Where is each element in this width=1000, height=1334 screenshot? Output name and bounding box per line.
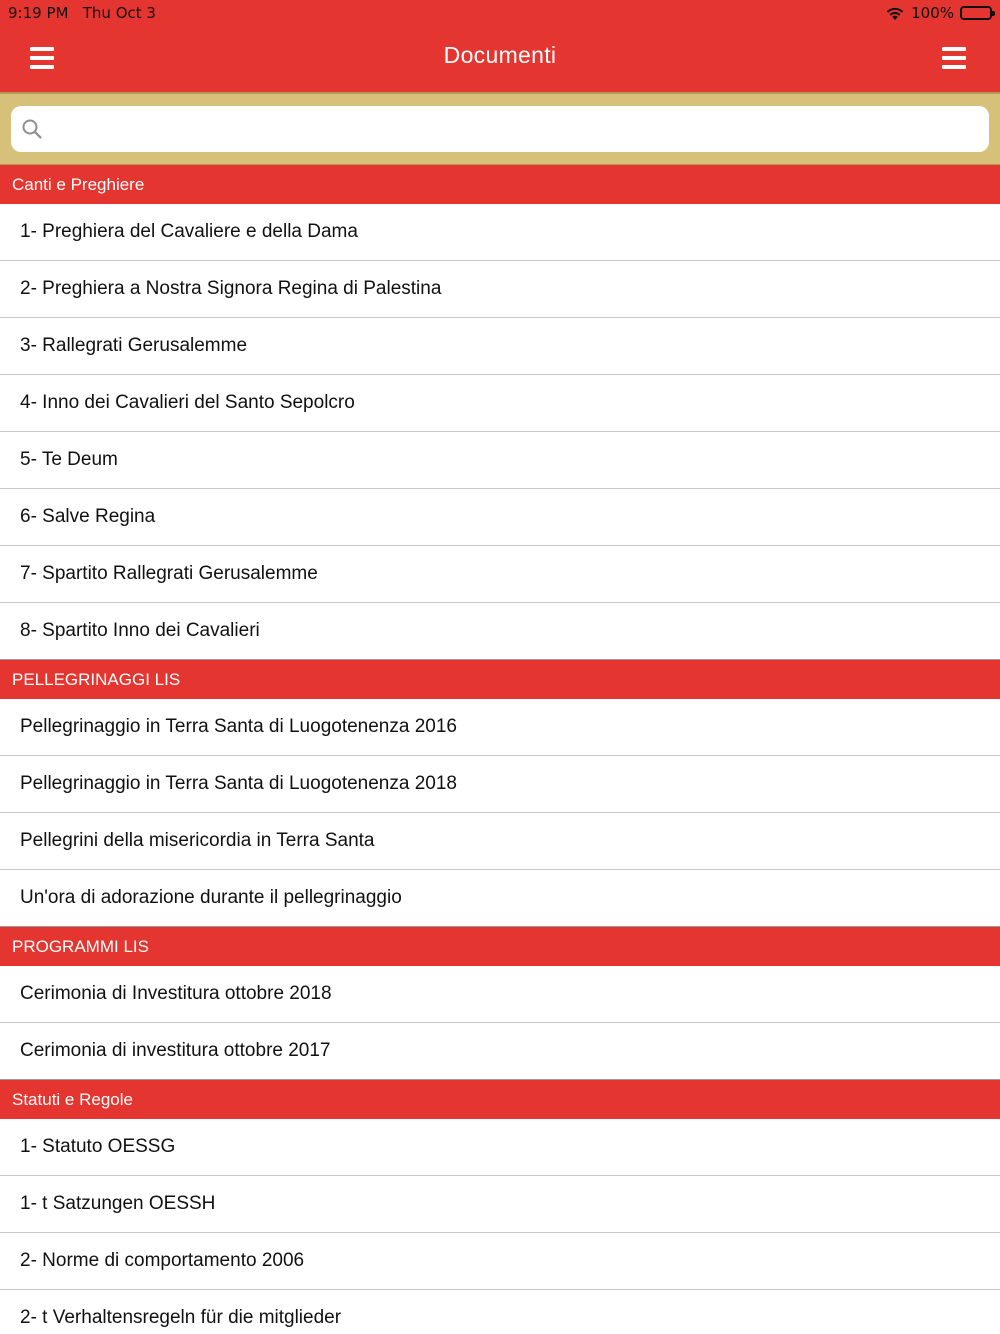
section-header: Canti e Preghiere bbox=[0, 165, 1000, 204]
status-time bbox=[8, 4, 156, 22]
list-item[interactable]: 7- Spartito Rallegrati Gerusalemme bbox=[0, 546, 1000, 603]
page-title: Documenti bbox=[443, 42, 557, 68]
status-date-text: Thu Oct 3 bbox=[82, 4, 156, 22]
navigation-bar bbox=[0, 0, 1000, 92]
hamburger-menu-icon bbox=[942, 47, 966, 51]
list-item[interactable]: 2- Preghiera a Nostra Signora Regina di Palestina bbox=[0, 261, 1000, 318]
search-input[interactable] bbox=[51, 106, 971, 152]
search-field[interactable] bbox=[11, 106, 989, 152]
list-item[interactable]: Cerimonia di Investitura ottobre 2018 bbox=[0, 966, 1000, 1023]
right-menu-button[interactable] bbox=[942, 47, 966, 69]
section-header: PROGRAMMI LIS bbox=[0, 927, 1000, 966]
wifi-icon bbox=[885, 6, 905, 21]
documents-list bbox=[0, 165, 1000, 1334]
list-item[interactable]: Pellegrinaggio in Terra Santa di Luogotenenza 2016 bbox=[0, 699, 1000, 756]
list-item[interactable]: 2- t Verhaltensregeln für die mitglieder bbox=[0, 1290, 1000, 1334]
list-item[interactable]: 5- Te Deum bbox=[0, 432, 1000, 489]
list-item[interactable]: 1- Statuto OESSG bbox=[0, 1119, 1000, 1176]
search-bar bbox=[0, 92, 1000, 165]
section-header: PELLEGRINAGGI LIS bbox=[0, 660, 1000, 699]
list-item[interactable]: Un'ora di adorazione durante il pellegrinaggio bbox=[0, 870, 1000, 927]
list-item[interactable]: 6- Salve Regina bbox=[0, 489, 1000, 546]
list-item[interactable]: 3- Rallegrati Gerusalemme bbox=[0, 318, 1000, 375]
status-right bbox=[885, 4, 992, 22]
search-icon bbox=[21, 118, 43, 140]
battery-percent: 100% bbox=[911, 4, 954, 22]
section-header: Statuti e Regole bbox=[0, 1080, 1000, 1119]
list-item[interactable]: Pellegrinaggio in Terra Santa di Luogotenenza 2018 bbox=[0, 756, 1000, 813]
list-item[interactable]: 1- t Satzungen OESSH bbox=[0, 1176, 1000, 1233]
list-item[interactable]: Cerimonia di investitura ottobre 2017 bbox=[0, 1023, 1000, 1080]
list-item[interactable]: 8- Spartito Inno dei Cavalieri bbox=[0, 603, 1000, 660]
battery-icon bbox=[960, 6, 992, 20]
status-bar bbox=[0, 0, 1000, 26]
list-item[interactable]: 2- Norme di comportamento 2006 bbox=[0, 1233, 1000, 1290]
list-item[interactable]: 4- Inno dei Cavalieri del Santo Sepolcro bbox=[0, 375, 1000, 432]
list-item[interactable]: 1- Preghiera del Cavaliere e della Dama bbox=[0, 204, 1000, 261]
list-item[interactable]: Pellegrini della misericordia in Terra Santa bbox=[0, 813, 1000, 870]
status-time-text: 9:19 PM bbox=[8, 4, 69, 22]
